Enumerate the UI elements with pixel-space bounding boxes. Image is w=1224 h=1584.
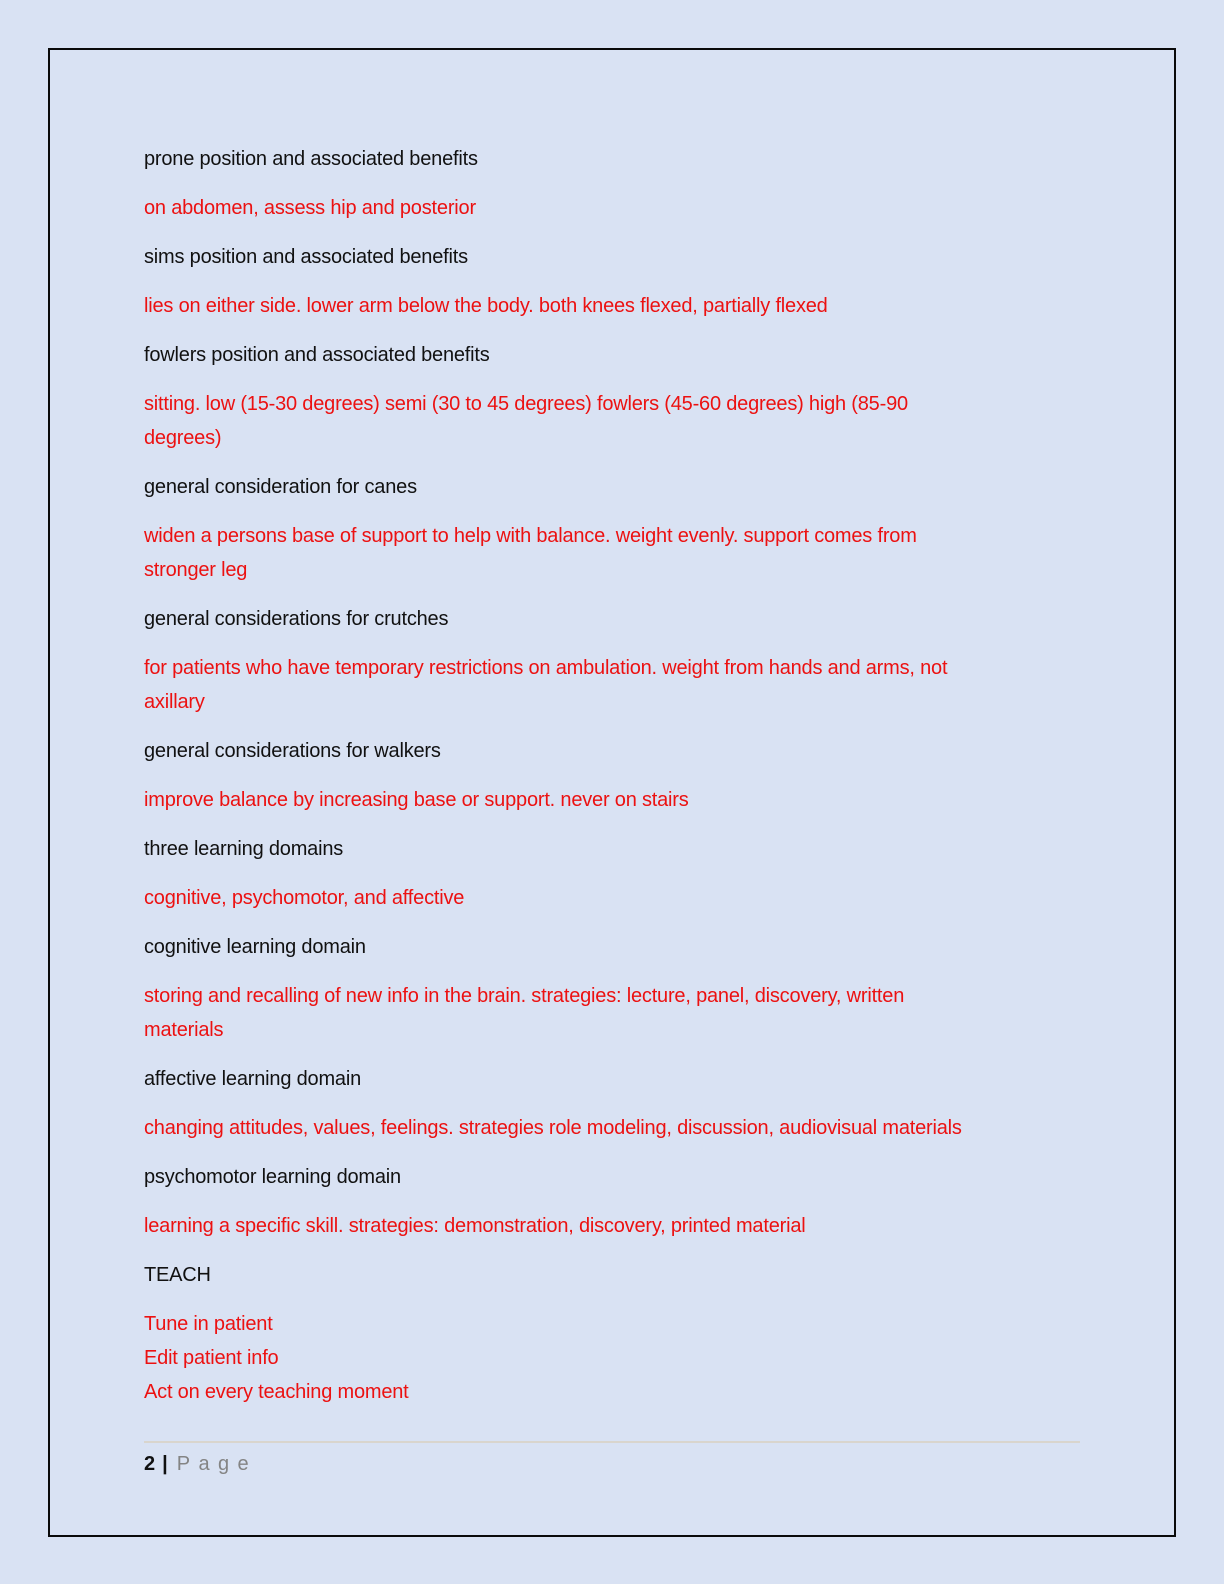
answer-text <box>144 1307 1081 1409</box>
page-footer <box>144 1441 1080 1477</box>
page-number: 2 <box>144 1453 156 1475</box>
question-text: TEACH <box>144 1264 211 1286</box>
answer-line: axillary <box>144 691 205 713</box>
answer-line: Tune in patient <box>144 1313 273 1335</box>
notes-content <box>50 50 1174 1409</box>
answer-line: storing and recalling of new info in the brain. strategies: lecture, panel, discovery, written <box>144 985 905 1007</box>
answer-line: for patients who have temporary restrictions on ambulation. weight from hands and arms, not <box>144 657 948 679</box>
answer-text <box>144 979 1081 1047</box>
footer-divider: | <box>162 1453 168 1475</box>
question-text: general consideration for canes <box>144 476 417 498</box>
answer-text <box>144 387 1081 455</box>
answer-text <box>144 519 1081 587</box>
question-text: three learning domains <box>144 838 344 860</box>
answer-line: sitting. low (15-30 degrees) semi (30 to 45 degrees) fowlers (45-60 degrees) high (85-90 <box>144 393 908 415</box>
answer-line: degrees) <box>144 427 222 449</box>
answer-line: Act on every teaching moment <box>144 1381 409 1403</box>
answer-text: on abdomen, assess hip and posterior <box>144 197 476 219</box>
question-text: sims position and associated benefits <box>144 246 468 268</box>
answer-line: widen a persons base of support to help with balance. weight evenly. support comes from <box>144 525 917 547</box>
answer-text: lies on either side. lower arm below the body. both knees flexed, partially flexed <box>144 295 828 317</box>
answer-text: learning a specific skill. strategies: demonstration, discovery, printed material <box>144 1215 806 1237</box>
question-text: cognitive learning domain <box>144 936 366 958</box>
question-text: fowlers position and associated benefits <box>144 344 490 366</box>
question-text: prone position and associated benefits <box>144 148 478 170</box>
answer-text: cognitive, psychomotor, and affective <box>144 887 465 909</box>
question-text: psychomotor learning domain <box>144 1166 401 1188</box>
answer-line: materials <box>144 1019 224 1041</box>
document-page <box>48 48 1176 1537</box>
answer-line: Edit patient info <box>144 1347 279 1369</box>
question-text: general considerations for crutches <box>144 608 449 630</box>
footer-page-label: Page <box>176 1453 258 1475</box>
answer-line: stronger leg <box>144 559 248 581</box>
question-text: general considerations for walkers <box>144 740 441 762</box>
answer-text: improve balance by increasing base or support. never on stairs <box>144 789 689 811</box>
answer-text <box>144 651 1081 719</box>
answer-text: changing attitudes, values, feelings. strategies role modeling, discussion, audiovisual materials <box>144 1117 962 1139</box>
question-text: affective learning domain <box>144 1068 361 1090</box>
